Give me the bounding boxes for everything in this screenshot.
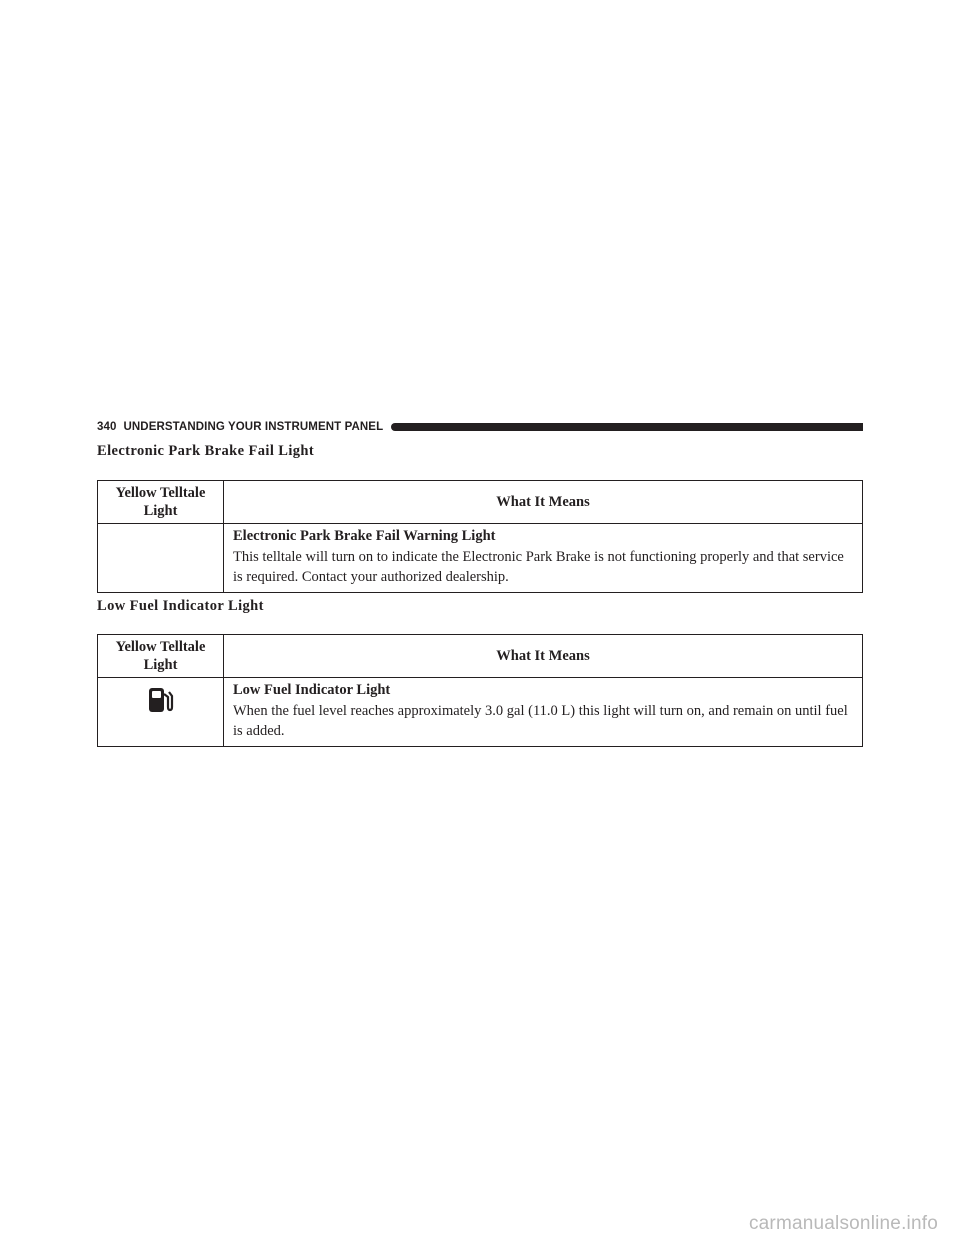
column-header-telltale: Yellow Telltale Light [98,635,224,678]
park-brake-telltale-table [97,480,863,593]
header-rule [391,423,863,431]
page-number: 340 [97,421,117,433]
table-header-row [98,481,863,524]
table-row [98,524,863,593]
fuel-pump-icon [148,686,174,719]
section-title-park-brake: Electronic Park Brake Fail Light [97,443,315,459]
telltale-icon-cell [98,678,224,747]
description-body: This telltale will turn on to indicate the Electronic Park Brake is not functioning properly and that service is required. Contact your authorized dealership. [233,548,844,585]
meaning-cell [224,678,863,747]
column-header-meaning: What It Means [224,481,863,524]
description-title: Low Fuel Indicator Light [233,682,391,698]
low-fuel-telltale-table [97,634,863,747]
section-heading: UNDERSTANDING YOUR INSTRUMENT PANEL [123,421,384,433]
meaning-cell [224,524,863,593]
description-body: When the fuel level reaches approximately 3.0 gal (11.0 L) this light will turn on, and remain on until fuel is added. [233,702,848,739]
column-header-meaning: What It Means [224,635,863,678]
page-header [97,420,863,434]
table-row [98,678,863,747]
table-header-row [98,635,863,678]
description-title: Electronic Park Brake Fail Warning Light [233,528,496,544]
column-header-telltale: Yellow Telltale Light [98,481,224,524]
watermark-text: carmanualsonline.info [748,1213,938,1234]
section-title-low-fuel: Low Fuel Indicator Light [97,598,264,614]
telltale-icon-cell-empty [98,524,224,593]
